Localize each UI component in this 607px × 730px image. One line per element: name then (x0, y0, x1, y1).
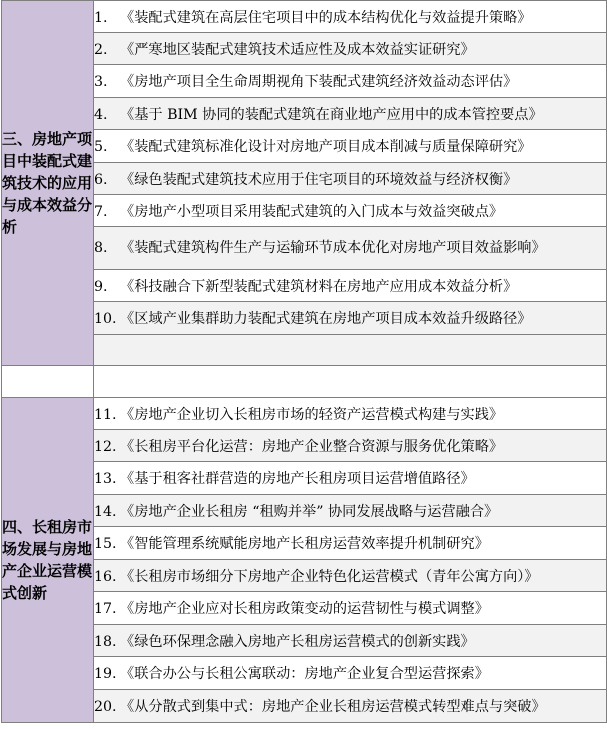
list-item (94, 65, 607, 98)
list-item (94, 398, 607, 430)
item-number: 9. (94, 278, 108, 295)
list-item (94, 163, 607, 195)
item-number: 1. (94, 9, 108, 26)
item-title: 《从分散式到集中式：房地产企业长租房运营模式转型难点与突破》 (120, 699, 546, 715)
category-cell: 四、长租房市场发展与房地产企业运营模式创新 (2, 398, 94, 723)
item-number: 13. (94, 471, 117, 487)
list-item (94, 195, 607, 227)
empty-cell (94, 366, 607, 398)
item-number: 8. (94, 240, 108, 256)
list-item (94, 302, 607, 335)
list-item (94, 560, 607, 592)
item-title: 《房地产企业长租房 “租购并举” 协同发展战略与运营融合》 (120, 503, 499, 520)
item-number: 15. (94, 536, 117, 552)
item-number: 16. (94, 568, 117, 585)
list-item (94, 33, 607, 65)
item-number: 4. (94, 106, 108, 123)
item-number: 18. (94, 633, 117, 650)
list-item (94, 462, 607, 495)
item-title: 《装配式建筑构件生产与运输环节成本优化对房地产项目效益影响》 (120, 240, 546, 256)
item-number: 7. (94, 203, 108, 220)
item-number: 12. (94, 438, 117, 455)
list-item (94, 592, 607, 625)
item-title: 《严寒地区装配式建筑技术适应性及成本效益实证研究》 (120, 41, 475, 58)
item-title: 《联合办公与长租公寓联动：房地产企业复合型运营探索》 (120, 666, 489, 682)
item-title: 《长租房市场细分下房地产企业特色化运营模式（青年公寓方向）》 (120, 568, 539, 585)
item-title: 《装配式建筑在高层住宅项目中的成本结构优化与效益提升策略》 (120, 9, 532, 26)
item-title: 《房地产项目全生命周期视角下装配式建筑经济效益动态评估》 (120, 74, 518, 90)
item-number: 2. (94, 41, 108, 58)
empty-cell (94, 335, 607, 366)
item-title: 《基于 BIM 协同的装配式建筑在商业地产应用中的成本管控要点》 (120, 106, 543, 123)
list-item (94, 270, 607, 302)
item-title: 《绿色环保理念融入房地产长租房运营模式的创新实践》 (120, 633, 475, 650)
list-item (94, 495, 607, 527)
item-number: 10. (94, 311, 117, 327)
item-title: 《房地产企业切入长租房市场的轻资产运营模式构建与实践》 (120, 406, 504, 423)
item-title: 《房地产企业应对长租房政策变动的运营韧性与模式调整》 (120, 601, 489, 617)
topic-table (1, 0, 607, 723)
category-cell: 三、房地产项目中装配式建筑技术的应用与成本效益分析 (2, 1, 94, 366)
item-number: 11. (94, 406, 117, 423)
item-title: 《智能管理系统赋能房地产长租房运营效率提升机制研究》 (120, 536, 489, 552)
list-item (94, 130, 607, 163)
list-item (94, 657, 607, 690)
list-item (94, 98, 607, 130)
item-title: 《长租房平台化运营：房地产企业整合资源与服务优化策略》 (120, 438, 504, 455)
item-number: 6. (94, 171, 108, 188)
item-title: 《科技融合下新型装配式建筑材料在房地产应用成本效益分析》 (120, 278, 518, 295)
list-item (94, 625, 607, 657)
item-title: 《基于租客社群营造的房地产长租房项目运营增值路径》 (120, 471, 475, 487)
item-number: 14. (94, 503, 117, 520)
spacer-row (2, 366, 607, 398)
list-item (94, 690, 607, 723)
item-title: 《区域产业集群助力装配式建筑在房地产项目成本效益升级路径》 (120, 311, 532, 327)
list-item (94, 1, 607, 33)
list-item (94, 527, 607, 560)
item-title: 《房地产小型项目采用装配式建筑的入门成本与效益突破点》 (120, 203, 504, 220)
item-number: 17. (94, 601, 117, 617)
list-item (94, 227, 607, 270)
table-row (2, 1, 607, 33)
item-number: 20. (94, 699, 117, 715)
item-number: 3. (94, 74, 108, 90)
empty-cell (2, 366, 94, 398)
table-row (2, 398, 607, 430)
item-title: 《绿色装配式建筑技术应用于住宅项目的环境效益与经济权衡》 (120, 171, 518, 188)
list-item (94, 430, 607, 462)
item-title: 《装配式建筑标准化设计对房地产项目成本削减与质量保障研究》 (120, 139, 532, 155)
item-number: 5. (94, 139, 108, 155)
item-number: 19. (94, 666, 117, 682)
